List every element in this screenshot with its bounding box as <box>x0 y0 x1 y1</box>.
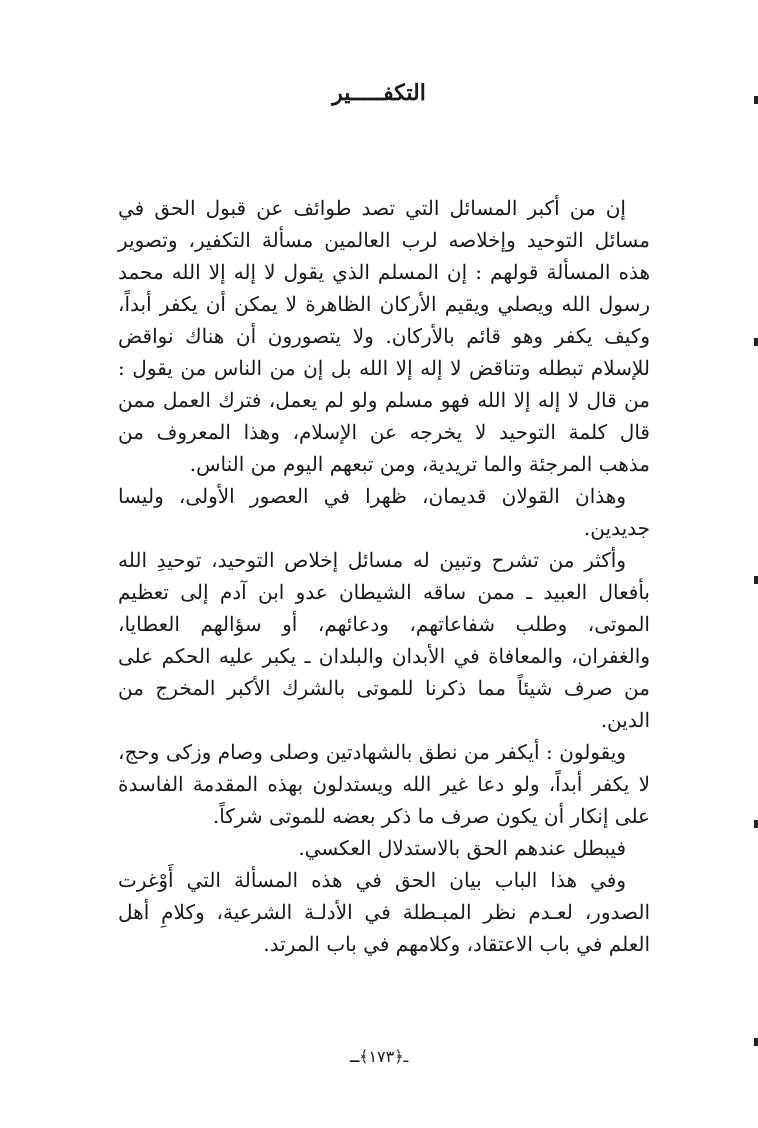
paragraph: وأكثر من تشرح وتبين له مسائل إخلاص التوحيد، توحيدِ الله بأفعال العبيد ـ ممن ساقه الشيطان عدو ابن آدم إلى تعظيم الموتى، وطلب شفاعاتهم، ودعائهم، أو سؤالهم العطايا، والغفران، والمعافاة في الأبدان والبلدان ـ يكبر عليه الحكم على من صرف شيئاً مما ذكرنا للموتى بالشرك الأكبر المخرج من الدين. <box>118 548 650 732</box>
page-title: التكفـــــير <box>332 80 426 106</box>
paragraph: إن من أكبر المسائل التي تصد طوائف عن قبول الحق في مسائل التوحيد وإخلاصه لرب العالمين مسألة التكفير، وتصوير هذه المسألة قولهم : إن المسلم الذي يقول لا إله إلا الله محمد رسول الله ويصلي ويقيم الأركان الظاهرة لا يمكن أن يكفر أبداً، وكيف يكفر وهو قائم بالأركان. ولا يتصورون أن هناك نواقض للإسلام تبطله وتناقض لا إله إلا الله بل إن من الناس من يقول : من قال لا إله إلا الله فهو مسلم ولو لم يعمل، فترك العمل ممن قال كلمة التوحيد لا يخرجه عن الإسلام، وهذا المعروف من مذهب المرجئة والما تريدية، ومن تبعهم اليوم من الناس. <box>118 196 650 476</box>
paragraph: فيبطل عندهم الحق بالاستدلال العكسي. <box>298 836 626 860</box>
page-number: ـ﴿١٧٣﴾ـ <box>349 1047 409 1066</box>
paragraph: وهذان القولان قديمان، ظهرا في العصور الأولى، وليسا جديدين. <box>118 484 650 540</box>
edge-mark <box>754 96 758 104</box>
paragraph: وفي هذا الباب بيان الحق في هذه المسألة التي أَوْغرت الصدور، لعـدم نظر المبـطلة في الأدلـة الشرعية، وكلامِ أهل العلم في باب الاعتقاد، وكلامهم في باب المرتد. <box>118 868 650 956</box>
edge-mark <box>754 1038 758 1046</box>
edge-mark <box>754 338 758 346</box>
edge-mark <box>754 576 758 584</box>
edge-mark <box>754 820 758 828</box>
body-text <box>118 192 650 960</box>
paragraph: ويقولون : أيكفر من نطق بالشهادتين وصلى وصام وزكى وحج، لا يكفر أبداً، ولو دعا غير الله ويستدلون بهذه المقدمة الفاسدة على إنكار أن يكون صرف ما ذكر بعضه للموتى شركاً. <box>118 740 650 828</box>
